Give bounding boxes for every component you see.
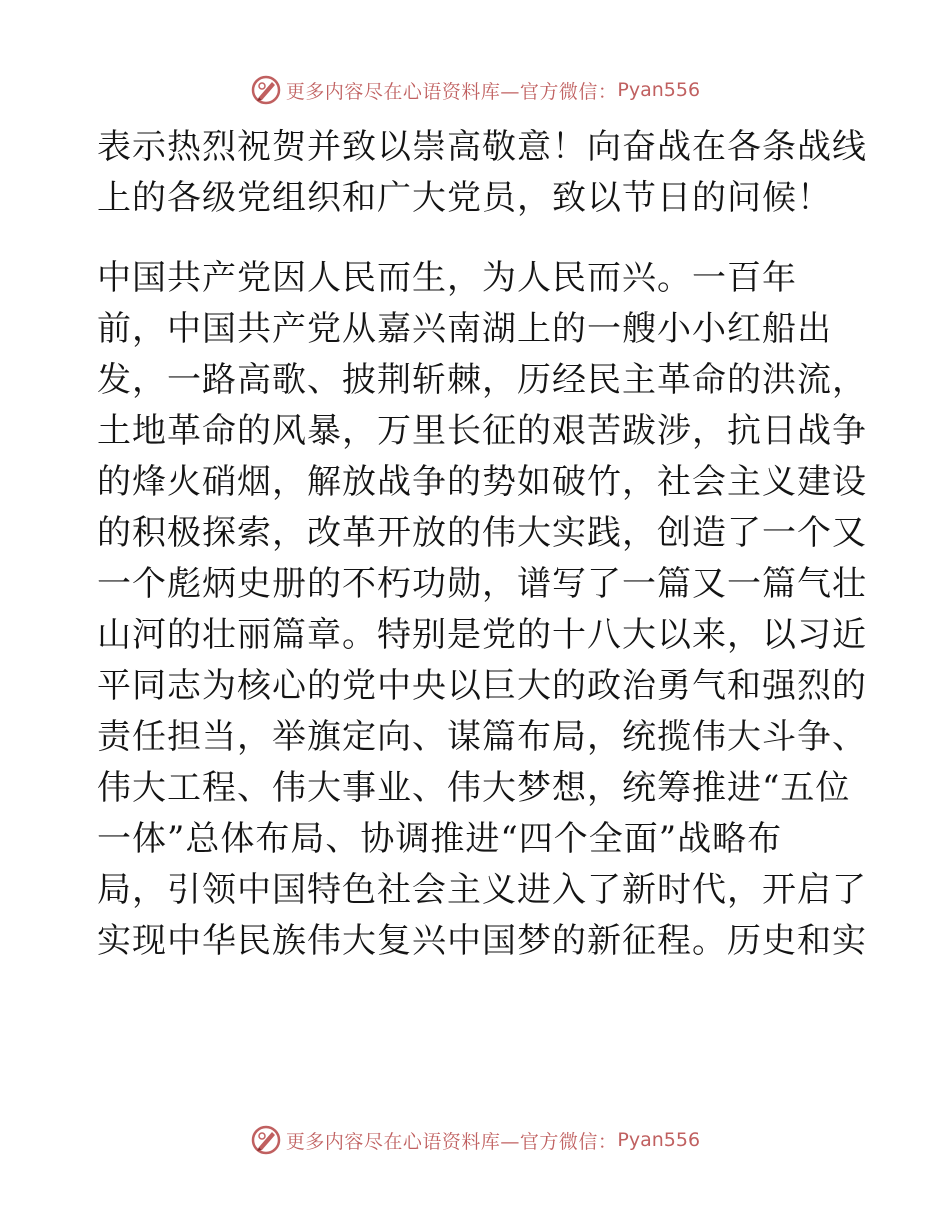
text-line: 的烽火硝烟，解放战争的势如破竹，社会主义建设 xyxy=(97,462,867,502)
text-line: 的积极探索，改革开放的伟大实践，创造了一个又 xyxy=(97,513,867,553)
header-banner-text: 更多内容尽在心语资料库—官方微信： xyxy=(285,80,618,103)
paragraph-1 xyxy=(97,122,867,224)
footer-wechat-id: Pyan556 xyxy=(617,1129,701,1151)
footer-banner xyxy=(0,1120,950,1160)
pen-logo-icon xyxy=(250,1124,282,1156)
text-line: 责任担当，举旗定向、谋篇布局，统揽伟大斗争、 xyxy=(97,717,867,757)
text-line: 前，中国共产党从嘉兴南湖上的一艘小小红船出 xyxy=(97,309,832,349)
header-banner xyxy=(0,70,950,110)
text-line: 局，引领中国特色社会主义进入了新时代，开启了 xyxy=(97,870,867,910)
text-line: 平同志为核心的党中央以巨大的政治勇气和强烈的 xyxy=(97,666,867,706)
pen-logo-icon xyxy=(250,74,282,106)
header-banner-inner xyxy=(250,74,700,106)
text-line: 土地革命的风暴，万里长征的艰苦跋涉，抗日战争 xyxy=(97,411,867,451)
text-line: 中国共产党因人民而生，为人民而兴。一百年 xyxy=(97,258,797,298)
text-line: 发，一路高歌、披荆斩棘，历经民主革命的洪流， xyxy=(97,360,867,400)
text-line: 一个彪炳史册的不朽功勋，谱写了一篇又一篇气壮 xyxy=(97,564,867,604)
footer-banner-inner xyxy=(250,1124,700,1156)
text-line: 实现中华民族伟大复兴中国梦的新征程。历史和实 xyxy=(97,921,867,961)
text-line: 表示热烈祝贺并致以崇高敬意！向奋战在各条战线 xyxy=(97,127,867,167)
text-line: 一体”总体布局、协调推进“四个全面”战略布 xyxy=(97,819,783,859)
paragraph-2 xyxy=(97,253,867,967)
text-line: 上的各级党组织和广大党员，致以节日的问候！ xyxy=(97,178,832,218)
footer-banner-text: 更多内容尽在心语资料库—官方微信： xyxy=(285,1130,618,1153)
header-wechat-id: Pyan556 xyxy=(617,79,701,101)
text-line: 山河的壮丽篇章。特别是党的十八大以来，以习近 xyxy=(97,615,867,655)
text-line: 伟大工程、伟大事业、伟大梦想，统筹推进“五位 xyxy=(97,768,851,808)
